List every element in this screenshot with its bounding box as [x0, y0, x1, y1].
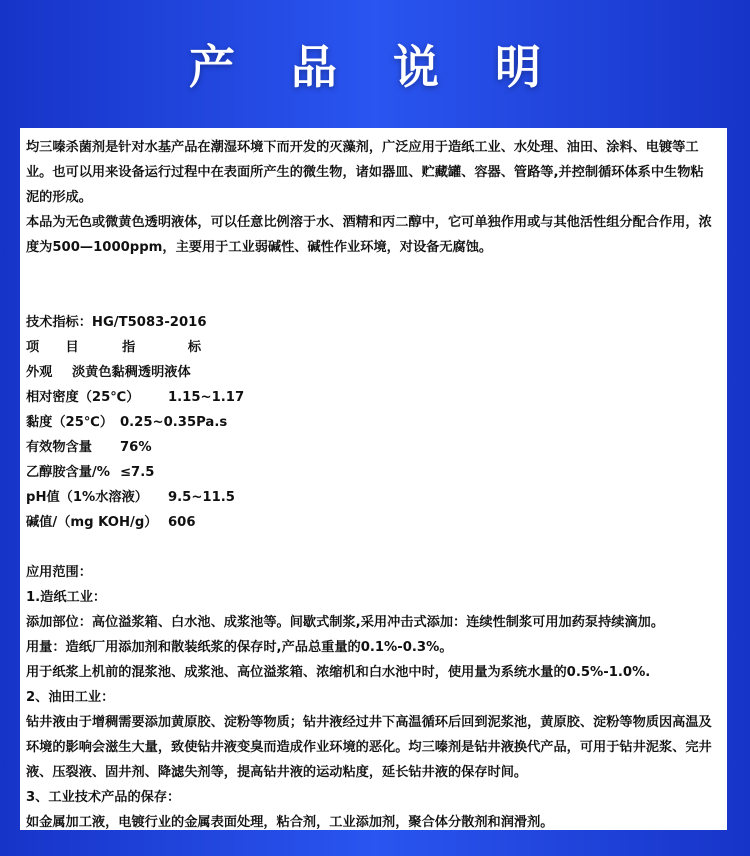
oilfield-industry-title: 2、油田工业：: [26, 690, 115, 705]
specs-header-row: [26, 335, 716, 360]
spec-value: 0.25~0.35Pa.s: [120, 415, 228, 430]
spec-row: [26, 385, 716, 410]
spec-value: 606: [168, 515, 196, 530]
preservation-paragraph: 如金属加工液，电镀行业的金属表面处理，粘合剂，工业添加剂，聚合体分散剂和润滑剂。: [26, 815, 554, 830]
spec-row: [26, 460, 716, 485]
spec-label: 黏度（25℃）: [26, 415, 114, 430]
spec-label: 相对密度（25℃）: [26, 390, 140, 405]
oilfield-paragraph: 钻井液由于增稠需要添加黄原胶、淀粉等物质；钻井液经过井下高温循环后回到泥浆池，黄原胶、淀粉等物质因高温及环境的影响会滋生大量，致使钻井液变臭而造成作业环境的恶化。均三嗪剂是钻井液换代产品，可用于钻井泥浆、完井液、压裂液、固井剂、降滤失剂等，提高钻井液的运动粘度，延长钻井液的保存时间。: [26, 715, 712, 780]
spec-value: 76%: [120, 440, 152, 455]
document-body: [26, 135, 716, 835]
applications-heading: 应用范围：: [26, 565, 92, 580]
specs-header-value: 指 标: [122, 340, 202, 355]
paper-paragraph-3: 用于纸浆上机前的混浆池、成浆池、高位溢浆箱、浓缩机和白水池中时，使用量为系统水量的0.5%-1.0%.: [26, 665, 651, 680]
paper-paragraph-1: 添加部位：高位溢浆箱、白水池、成浆池等。间歇式制浆,采用冲击式添加：连续性制浆可用加药泵持续滴加。: [26, 615, 665, 630]
spec-value: 9.5~11.5: [168, 490, 235, 505]
page-title: 产 品 说 明: [188, 40, 562, 94]
header-banner: [0, 0, 750, 128]
spec-value: 淡黄色黏稠透明液体: [72, 365, 191, 380]
paper-paragraph-2: 用量：造纸厂用添加剂和散装纸浆的保存时,产品总重量的0.1%-0.3%。: [26, 640, 453, 655]
spec-row: [26, 435, 716, 460]
spec-row: [26, 410, 716, 435]
spec-value: ≤7.5: [120, 465, 155, 480]
preservation-title: 3、工业技术产品的保存：: [26, 790, 181, 805]
intro-paragraph-1: 均三嗪杀菌剂是针对水基产品在潮湿环境下而开发的灭藻剂，广泛应用于造纸工业、水处理、油田、涂料、电镀等工业。也可以用来设备运行过程中在表面所产生的微生物，诸如器皿、贮藏罐、容器、管路等,并控制循环体系中生物粘泥的形成。: [26, 140, 704, 205]
spec-row: [26, 485, 716, 510]
spec-row: [26, 510, 716, 535]
specs-heading: 技术指标：HG/T5083-2016: [26, 315, 207, 330]
specs-header-item: 项 目: [26, 340, 79, 355]
spec-label: 乙醇胺含量/%: [26, 465, 110, 480]
spec-value: 1.15~1.17: [168, 390, 245, 405]
paper-industry-title: 1.造纸工业：: [26, 590, 107, 605]
spec-label: 外观: [26, 365, 53, 380]
spec-row: [26, 360, 716, 385]
spec-label: 有效物含量: [26, 440, 92, 455]
spec-label: pH值（1%水溶液）: [26, 490, 148, 505]
spec-label: 碱值/（mg KOH/g）: [26, 515, 158, 530]
intro-paragraph-2: 本品为无色或微黄色透明液体，可以任意比例溶于水、酒精和丙二醇中，它可单独作用或与其他活性组分配合作用，浓度为500—1000ppm，主要用于工业弱碱性、碱性作业环境，对设备无腐蚀。: [26, 215, 712, 255]
